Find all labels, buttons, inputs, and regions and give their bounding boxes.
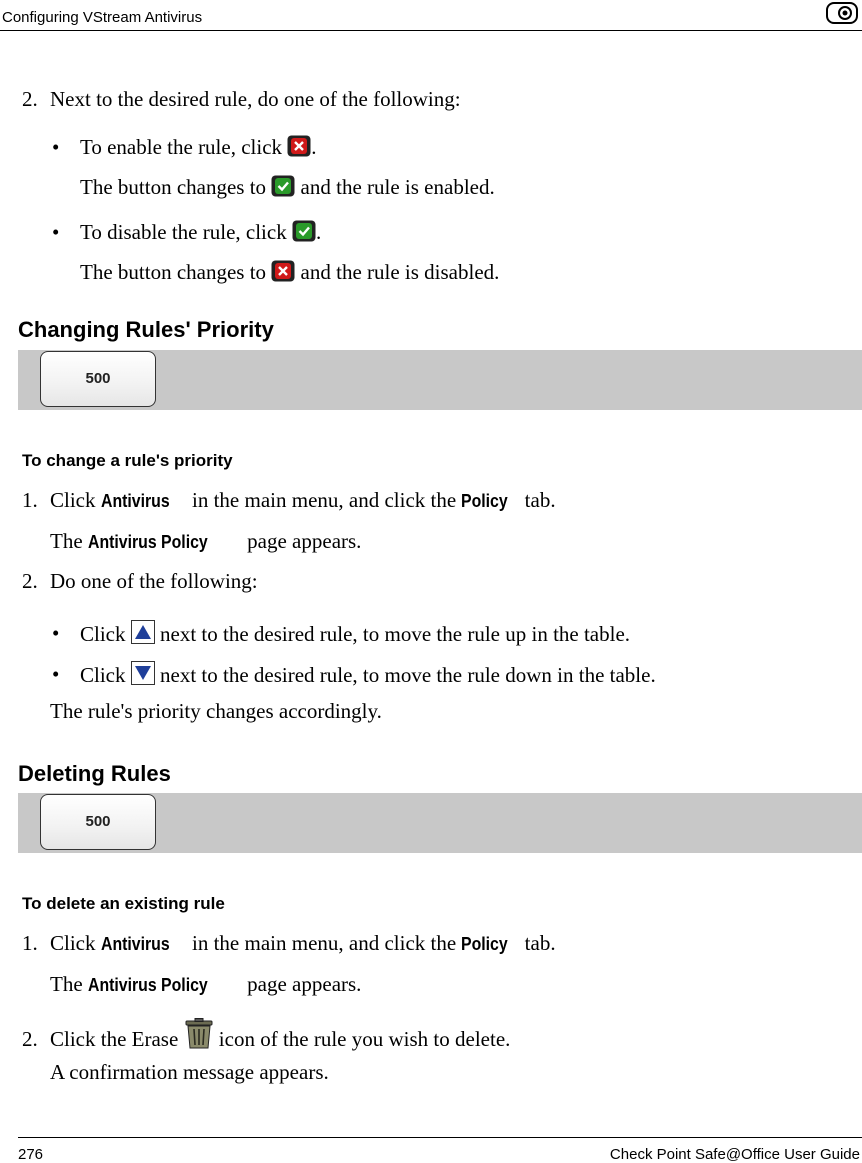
check-point-logo-icon	[826, 2, 858, 24]
priority-step-1: 1. Click Antivirus in the main menu, and click the Policy tab.	[22, 488, 556, 512]
intro-step-2: 2. Next to the desired rule, do one of the following:	[22, 87, 461, 111]
procedure-heading-deleting: To delete an existing rule	[22, 894, 225, 913]
priority-result: The rule's priority changes accordingly.	[50, 699, 382, 723]
arrow-up-icon[interactable]	[131, 620, 155, 644]
page-antivirus-policy: Antivirus Policy	[87, 975, 208, 995]
procedure-heading-priority: To change a rule's priority	[22, 451, 233, 470]
guide-title: Check Point Safe@Office User Guide	[609, 1146, 860, 1163]
section-heading-deleting: Deleting Rules	[18, 761, 171, 786]
move-down-instruction: Click next to the desired rule, to move the rule down in the table.	[80, 663, 656, 687]
menu-antivirus: Antivirus	[100, 934, 170, 954]
delete-step-2: 2. Click the Erase icon of the rule you wish to delete.	[22, 1018, 510, 1052]
page-header	[0, 0, 862, 31]
arrow-down-icon[interactable]	[131, 661, 155, 685]
disabled-rule-icon[interactable]	[287, 135, 311, 157]
disabled-rule-icon	[271, 260, 295, 282]
bullet: •	[52, 621, 60, 645]
delete-step-1-result: The Antivirus Policy page appears.	[50, 972, 362, 996]
page-antivirus-policy: Antivirus Policy	[87, 532, 208, 552]
chapter-title: Configuring VStream Antivirus	[2, 9, 203, 26]
disable-rule-instruction: To disable the rule, click .	[80, 220, 322, 244]
model-banner-priority	[18, 350, 862, 410]
model-banner-deleting	[18, 793, 862, 853]
tab-policy: Policy	[461, 491, 509, 511]
move-up-instruction: Click next to the desired rule, to move the rule up in the table.	[80, 622, 631, 646]
delete-result: A confirmation message appears.	[50, 1060, 329, 1084]
bullet: •	[52, 662, 60, 686]
enabled-rule-icon[interactable]	[292, 220, 316, 242]
erase-trash-icon[interactable]	[184, 1018, 214, 1050]
enable-rule-instruction: To enable the rule, click .	[80, 135, 317, 159]
enabled-rule-icon	[271, 175, 295, 197]
disable-rule-result: The button changes to and the rule is disabled.	[80, 260, 500, 284]
priority-step-1-result: The Antivirus Policy page appears.	[50, 529, 362, 553]
model-badge-500: 500	[40, 794, 156, 850]
bullet: •	[52, 135, 60, 159]
page-number: 276	[18, 1146, 44, 1163]
model-badge-500: 500	[40, 351, 156, 407]
menu-antivirus: Antivirus	[100, 491, 170, 511]
page-footer	[18, 1137, 862, 1163]
delete-step-1: 1. Click Antivirus in the main menu, and click the Policy tab.	[22, 931, 556, 955]
section-heading-priority: Changing Rules' Priority	[18, 317, 274, 342]
tab-policy: Policy	[461, 934, 509, 954]
bullet: •	[52, 220, 60, 244]
priority-step-2: 2. Do one of the following:	[22, 569, 258, 593]
enable-rule-result: The button changes to and the rule is enabled.	[80, 175, 495, 199]
